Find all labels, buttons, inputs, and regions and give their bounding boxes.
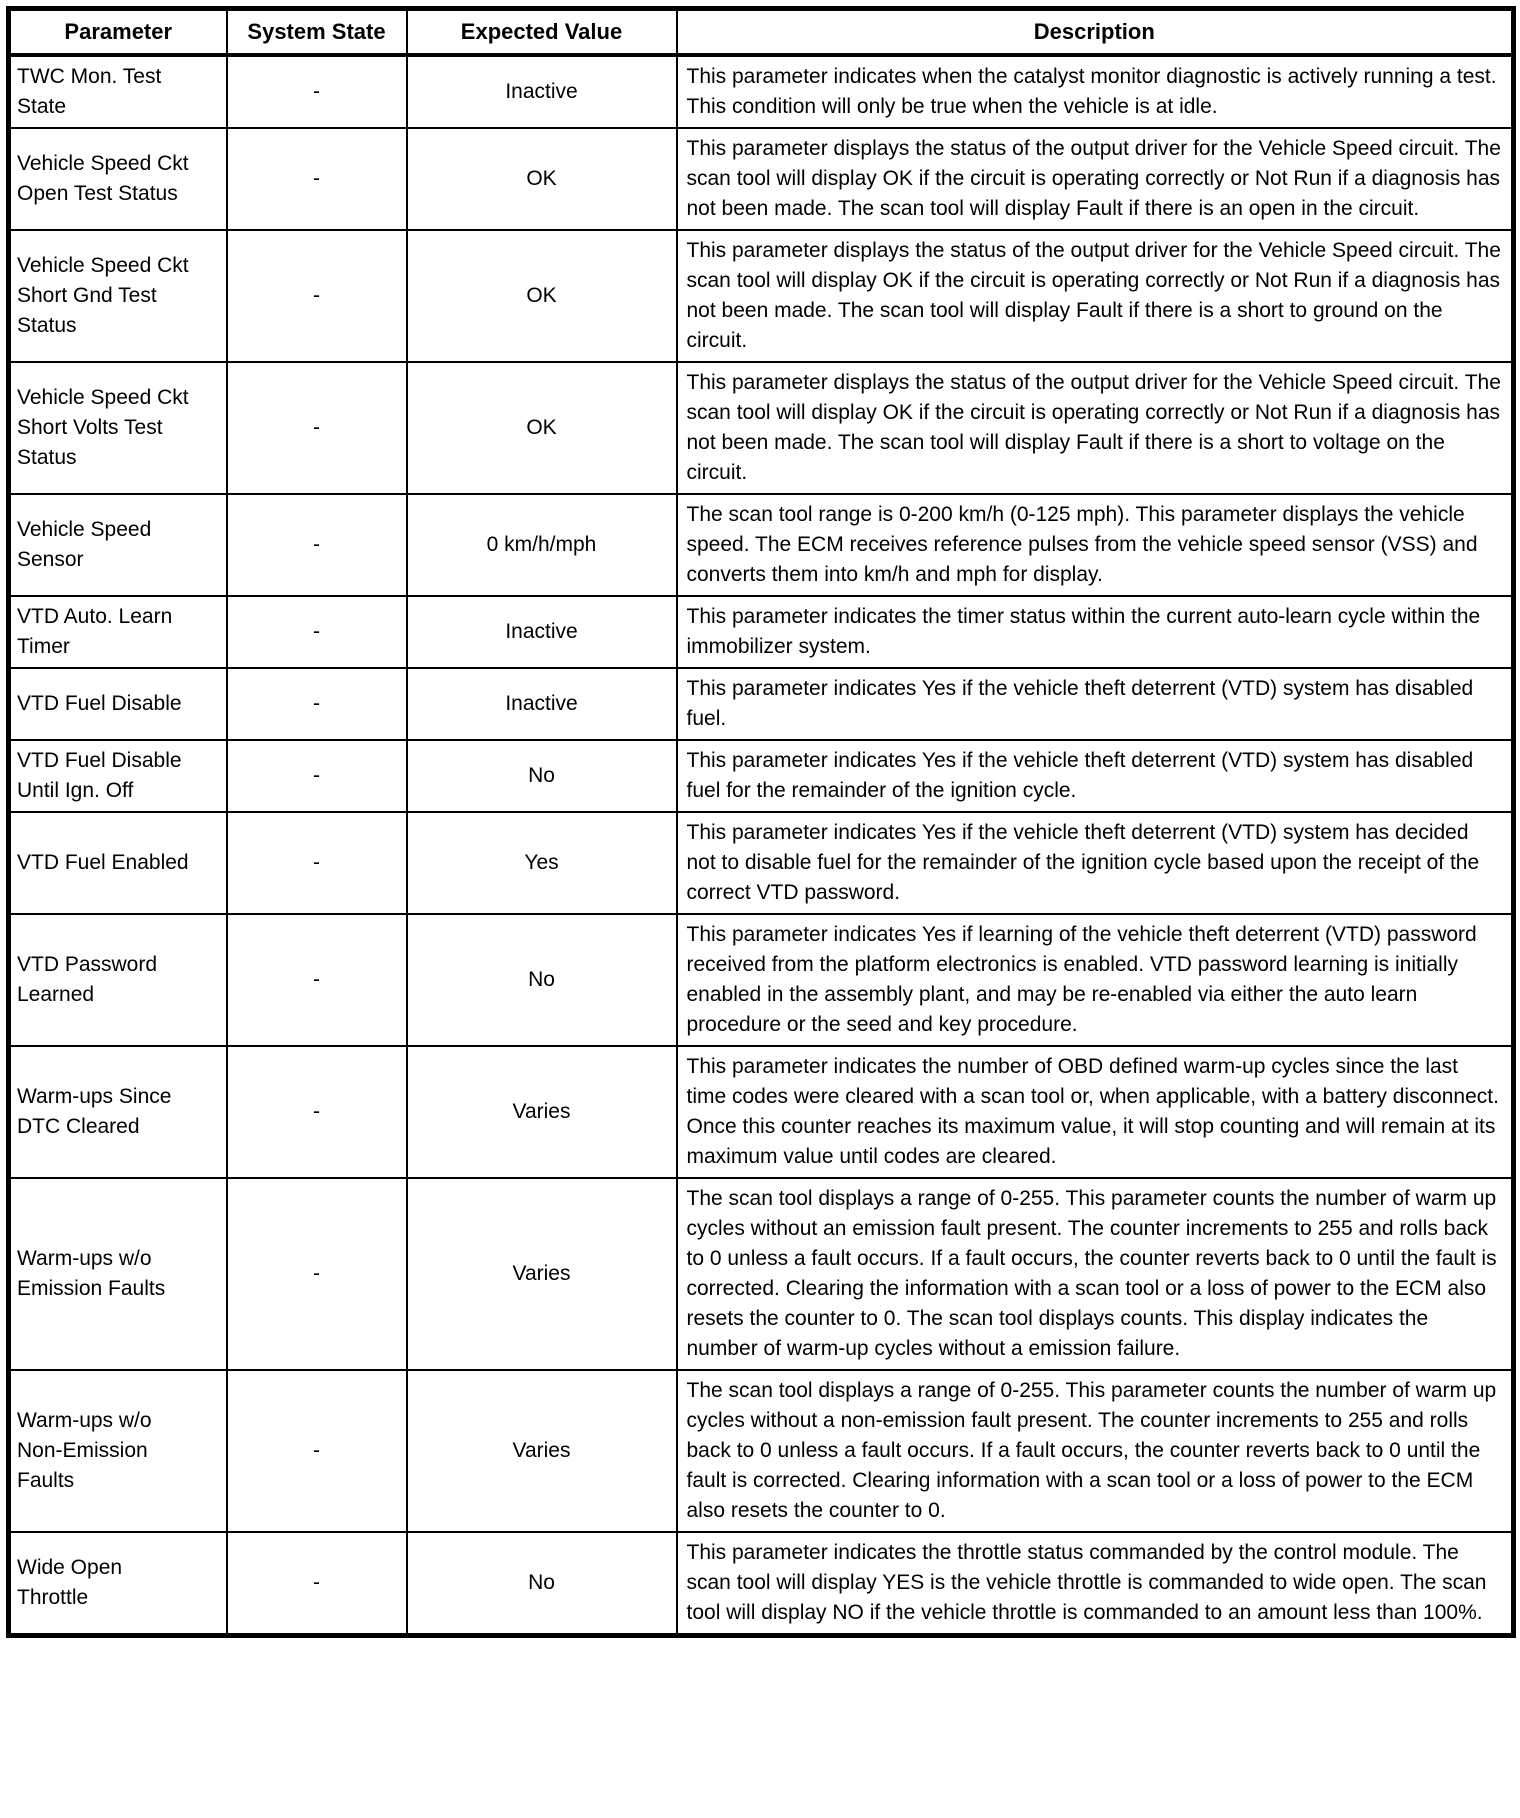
description-cell: This parameter indicates Yes if the vehicle theft deterrent (VTD) system has decided not to disable fuel for the remainder of the ignition cycle based upon the receipt of the correct VTD password. — [677, 812, 1514, 914]
expected-value-cell: Varies — [407, 1178, 677, 1370]
scan-tool-parameter-table — [6, 6, 1516, 1638]
system-state-cell: - — [227, 1370, 407, 1532]
description-cell: This parameter displays the status of the output driver for the Vehicle Speed circuit. The scan tool will display OK if the circuit is operating correctly or Not Run if a diagnosis has not been made. The scan tool will display Fault if there is a short to voltage on the circuit. — [677, 362, 1514, 494]
parameter-cell: VTD Fuel Enabled — [9, 812, 227, 914]
system-state-cell: - — [227, 230, 407, 362]
expected-value-cell: OK — [407, 362, 677, 494]
system-state-cell: - — [227, 362, 407, 494]
description-cell: This parameter indicates the number of OBD defined warm-up cycles since the last time codes were cleared with a scan tool or, when applicable, with a battery disconnect. Once this counter reaches its maximum value, it will stop counting and will remain at its maximum value until codes are cleared. — [677, 1046, 1514, 1178]
description-cell: This parameter indicates Yes if learning of the vehicle theft deterrent (VTD) password received from the platform electronics is enabled. VTD password learning is initially enabled in the assembly plant, and may be re-enabled via either the auto learn procedure or the seed and key procedure. — [677, 914, 1514, 1046]
col-header-expected-value: Expected Value — [407, 9, 677, 56]
table-row — [9, 740, 1514, 812]
expected-value-cell: No — [407, 914, 677, 1046]
table-row — [9, 668, 1514, 740]
description-cell: The scan tool displays a range of 0-255. This parameter counts the number of warm up cycles without a non-emission fault present. The counter increments to 255 and rolls back to 0 unless a fault occurs. If a fault occurs, the counter reverts back to 0 until the fault is corrected. Clearing information with a scan tool or a loss of power to the ECM also resets the counter to 0. — [677, 1370, 1514, 1532]
expected-value-cell: Varies — [407, 1370, 677, 1532]
parameter-cell: VTD Password Learned — [9, 914, 227, 1046]
description-cell: This parameter indicates Yes if the vehicle theft deterrent (VTD) system has disabled fuel. — [677, 668, 1514, 740]
parameter-cell: Vehicle Speed Sensor — [9, 494, 227, 596]
expected-value-cell: 0 km/h/mph — [407, 494, 677, 596]
expected-value-cell: No — [407, 1532, 677, 1636]
table-row — [9, 914, 1514, 1046]
system-state-cell: - — [227, 55, 407, 128]
description-cell: The scan tool displays a range of 0-255. This parameter counts the number of warm up cycles without an emission fault present. The counter increments to 255 and rolls back to 0 unless a fault occurs. If a fault occurs, the counter reverts back to 0 until the fault is corrected. Clearing the information with a scan tool or a loss of power to the ECM also resets the counter to 0. The scan tool displays counts. This display indicates the number of warm-up cycles without a emission failure. — [677, 1178, 1514, 1370]
description-cell: This parameter indicates the timer status within the current auto-learn cycle within the immobilizer system. — [677, 596, 1514, 668]
parameter-cell: Warm-ups w/o Non-Emission Faults — [9, 1370, 227, 1532]
table-row — [9, 1046, 1514, 1178]
expected-value-cell: No — [407, 740, 677, 812]
table-row — [9, 230, 1514, 362]
table-row — [9, 596, 1514, 668]
table-row — [9, 1532, 1514, 1636]
description-cell: The scan tool range is 0-200 km/h (0-125 mph). This parameter displays the vehicle speed. The ECM receives reference pulses from the vehicle speed sensor (VSS) and converts them into km/h and mph for display. — [677, 494, 1514, 596]
description-cell: This parameter indicates the throttle status commanded by the control module. The scan tool will display YES is the vehicle throttle is commanded to wide open. The scan tool will display NO if the vehicle throttle is commanded to an amount less than 100%. — [677, 1532, 1514, 1636]
parameter-cell: Warm-ups Since DTC Cleared — [9, 1046, 227, 1178]
system-state-cell: - — [227, 668, 407, 740]
table-header — [9, 9, 1514, 56]
table-row — [9, 494, 1514, 596]
parameter-cell: VTD Fuel Disable — [9, 668, 227, 740]
table-row — [9, 1370, 1514, 1532]
description-cell: This parameter displays the status of the output driver for the Vehicle Speed circuit. The scan tool will display OK if the circuit is operating correctly or Not Run if a diagnosis has not been made. The scan tool will display Fault if there is a short to ground on the circuit. — [677, 230, 1514, 362]
expected-value-cell: OK — [407, 128, 677, 230]
table-row — [9, 362, 1514, 494]
parameter-cell: Warm-ups w/o Emission Faults — [9, 1178, 227, 1370]
expected-value-cell: Inactive — [407, 668, 677, 740]
expected-value-cell: Varies — [407, 1046, 677, 1178]
system-state-cell: - — [227, 1046, 407, 1178]
expected-value-cell: Inactive — [407, 596, 677, 668]
system-state-cell: - — [227, 1532, 407, 1636]
parameter-cell: Vehicle Speed Ckt Short Gnd Test Status — [9, 230, 227, 362]
system-state-cell: - — [227, 494, 407, 596]
col-header-parameter: Parameter — [9, 9, 227, 56]
expected-value-cell: Inactive — [407, 55, 677, 128]
expected-value-cell: Yes — [407, 812, 677, 914]
col-header-description: Description — [677, 9, 1514, 56]
table-body — [9, 55, 1514, 1636]
parameter-cell: Wide Open Throttle — [9, 1532, 227, 1636]
system-state-cell: - — [227, 128, 407, 230]
system-state-cell: - — [227, 740, 407, 812]
col-header-system-state: System State — [227, 9, 407, 56]
parameter-cell: Vehicle Speed Ckt Open Test Status — [9, 128, 227, 230]
system-state-cell: - — [227, 1178, 407, 1370]
system-state-cell: - — [227, 812, 407, 914]
system-state-cell: - — [227, 596, 407, 668]
table-row — [9, 128, 1514, 230]
parameter-cell: VTD Fuel Disable Until Ign. Off — [9, 740, 227, 812]
expected-value-cell: OK — [407, 230, 677, 362]
table-row — [9, 812, 1514, 914]
table-row — [9, 55, 1514, 128]
system-state-cell: - — [227, 914, 407, 1046]
description-cell: This parameter displays the status of the output driver for the Vehicle Speed circuit. The scan tool will display OK if the circuit is operating correctly or Not Run if a diagnosis has not been made. The scan tool will display Fault if there is an open in the circuit. — [677, 128, 1514, 230]
parameter-cell: Vehicle Speed Ckt Short Volts Test Status — [9, 362, 227, 494]
header-row — [9, 9, 1514, 56]
parameter-cell: TWC Mon. Test State — [9, 55, 227, 128]
description-cell: This parameter indicates when the catalyst monitor diagnostic is actively running a test. This condition will only be true when the vehicle is at idle. — [677, 55, 1514, 128]
table-row — [9, 1178, 1514, 1370]
parameter-cell: VTD Auto. Learn Timer — [9, 596, 227, 668]
description-cell: This parameter indicates Yes if the vehicle theft deterrent (VTD) system has disabled fuel for the remainder of the ignition cycle. — [677, 740, 1514, 812]
